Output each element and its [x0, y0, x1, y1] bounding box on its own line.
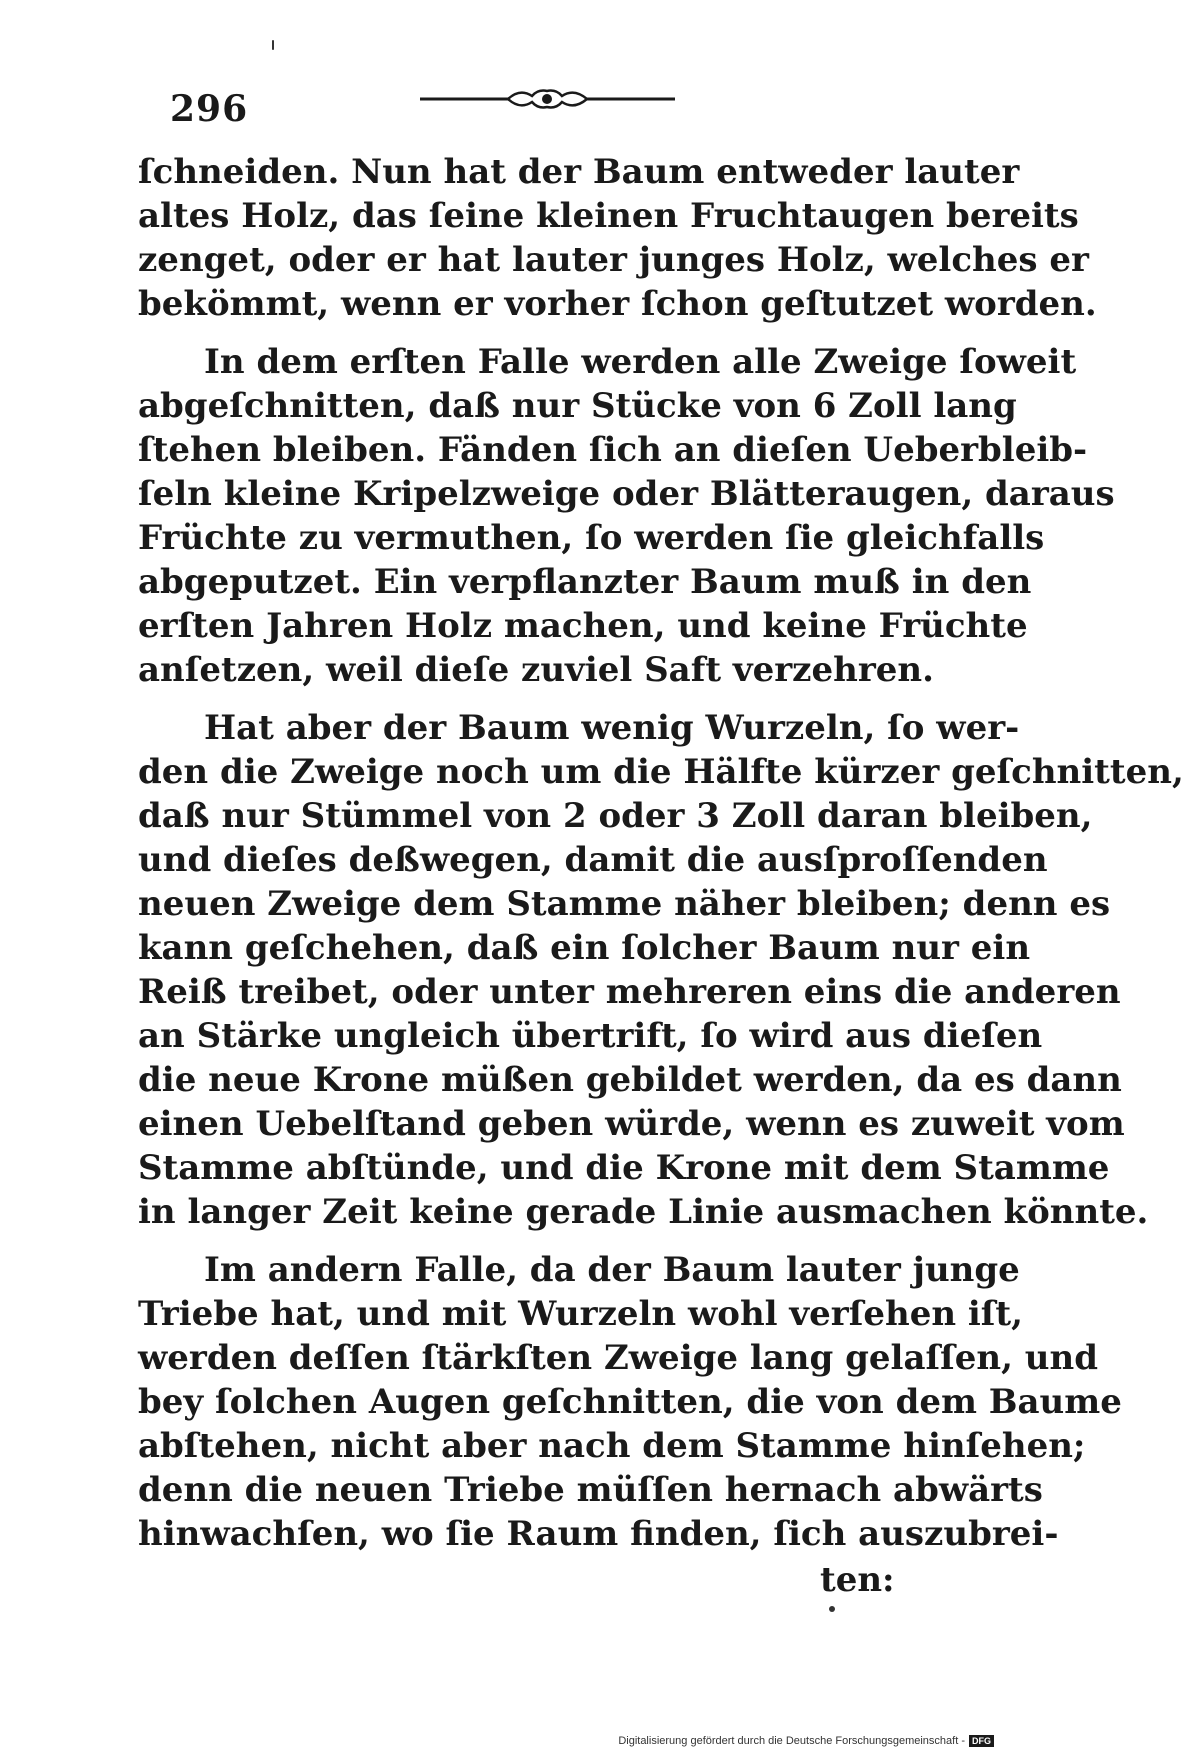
text-line: abgeſchnitten, daß nur Stücke von 6 Zoll lang	[138, 386, 1017, 426]
text-line: Triebe hat, und mit Wurzeln wohl verſehen iſt,	[138, 1294, 1023, 1334]
text-line: Hat aber der Baum wenig Wurzeln, ſo wer-	[204, 708, 1020, 748]
dfg-logo: DFG	[969, 1735, 994, 1747]
text-line: erſten Jahren Holz machen, und keine Früchte	[138, 606, 1028, 646]
text-line: bey ſolchen Augen geſchnitten, die von dem Baume	[138, 1382, 1122, 1422]
digitization-footer	[618, 1735, 994, 1747]
text-line: In dem erſten Falle werden alle Zweige ſoweit	[204, 342, 1077, 382]
text-line: Stamme abſtünde, und die Krone mit dem Stamme	[138, 1148, 1110, 1188]
text-line: hinwachſen, wo ſie Raum finden, ſich auszubrei-	[138, 1514, 1059, 1554]
text-line: kann geſchehen, daß ein ſolcher Baum nur ein	[138, 928, 1031, 968]
text-line: ſchneiden. Nun hat der Baum entweder lauter	[138, 152, 1020, 192]
text-line: bekömmt, wenn er vorher ſchon geſtutzet worden.	[138, 284, 1097, 324]
catchword: ten:	[820, 1560, 895, 1600]
page-number: 296	[170, 88, 249, 130]
text-line: werden deſſen ſtärkſten Zweige lang gelaſſen, und	[138, 1338, 1098, 1378]
paragraph-3	[138, 706, 1184, 1234]
paragraph-1	[138, 150, 1097, 326]
text-line: abgeputzet. Ein verpflanzter Baum muß in den	[138, 562, 1032, 602]
text-line: und dieſes deßwegen, damit die ausſproſſenden	[138, 840, 1048, 880]
header-ornament	[420, 86, 675, 112]
footer-text: Digitalisierung gefördert durch die Deutsche Forschungsgemeinschaft -	[618, 1735, 965, 1747]
text-line: ſtehen bleiben. Fänden ſich an dieſen Ueberbleib-	[138, 430, 1088, 470]
ink-speck	[272, 40, 274, 50]
paragraph-2	[138, 340, 1115, 692]
text-line: altes Holz, das ſeine kleinen Fruchtaugen bereits	[138, 196, 1079, 236]
text-line: daß nur Stümmel von 2 oder 3 Zoll daran bleiben,	[138, 796, 1093, 836]
text-line: Im andern Falle, da der Baum lauter junge	[204, 1250, 1020, 1290]
text-line: abſtehen, nicht aber nach dem Stamme hinſehen;	[138, 1426, 1086, 1466]
text-line: an Stärke ungleich übertrift, ſo wird aus dieſen	[138, 1016, 1043, 1056]
text-line: einen Uebelſtand geben würde, wenn es zuweit vom	[138, 1104, 1125, 1144]
body-text	[138, 150, 1184, 1570]
ink-speck	[829, 1606, 835, 1612]
text-line: zenget, oder er hat lauter junges Holz, welches er	[138, 240, 1089, 280]
text-line: den die Zweige noch um die Hälfte kürzer geſchnitten,	[138, 752, 1184, 792]
text-line: ſeln kleine Kripelzweige oder Blätteraugen, daraus	[138, 474, 1115, 514]
paragraph-4	[138, 1248, 1122, 1556]
text-line: die neue Krone müßen gebildet werden, da es dann	[138, 1060, 1122, 1100]
text-line: Früchte zu vermuthen, ſo werden ſie gleichfalls	[138, 518, 1045, 558]
text-line: neuen Zweige dem Stamme näher bleiben; denn es	[138, 884, 1111, 924]
text-line: Reiß treibet, oder unter mehreren eins die anderen	[138, 972, 1121, 1012]
text-line: in langer Zeit keine gerade Linie ausmachen könnte.	[138, 1192, 1149, 1232]
text-line: anſetzen, weil dieſe zuviel Saft verzehren.	[138, 650, 934, 690]
text-line: denn die neuen Triebe müſſen hernach abwärts	[138, 1470, 1043, 1510]
